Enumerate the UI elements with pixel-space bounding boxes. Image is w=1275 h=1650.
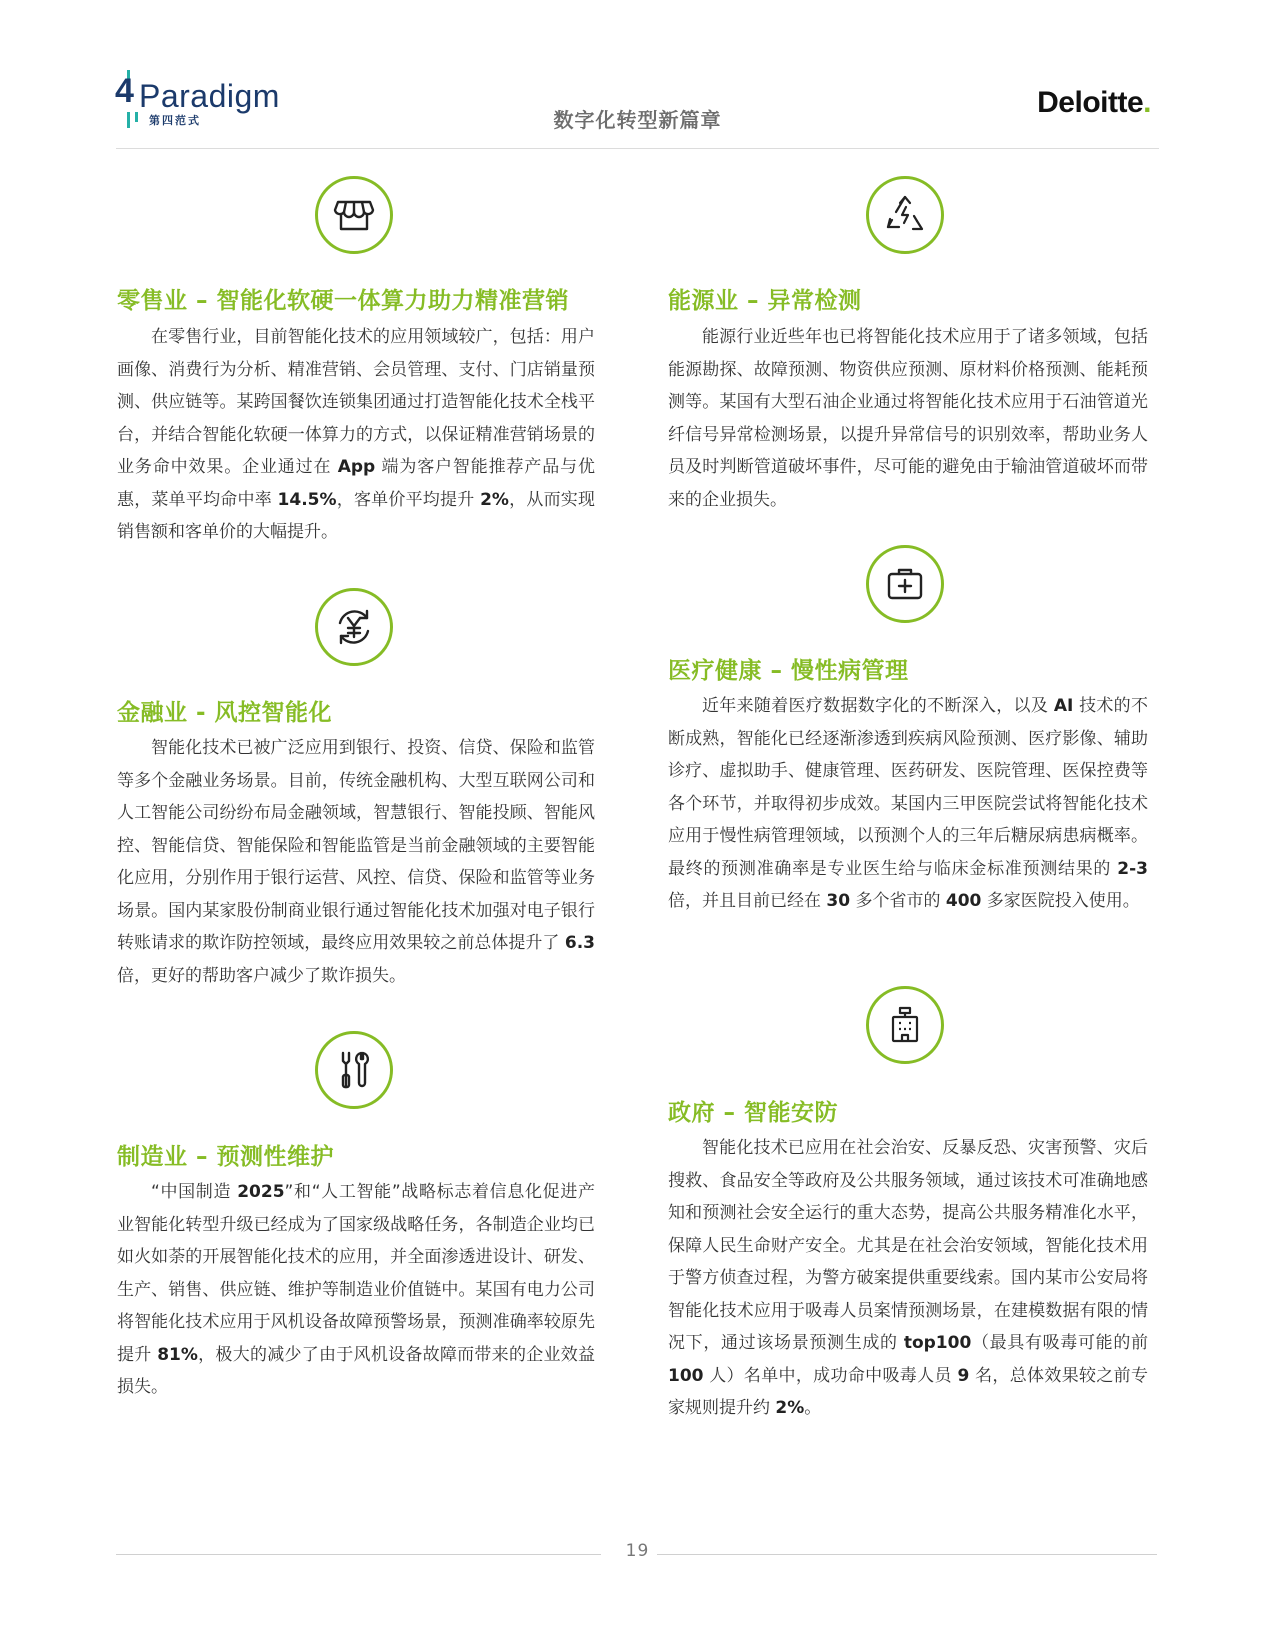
energy-heading: 能源业 – 异常检测 <box>668 288 862 314</box>
document-title: 数字化转型新篇章 <box>553 108 722 132</box>
finance-heading: 金融业 - 风控智能化 <box>117 700 333 726</box>
finance-paragraph: 智能化技术已被广泛应用到银行、投资、信贷、保险和监管等多个金融业务场景。目前，传统金融机构、大型互联网公司和人工智能公司纷纷布局金融领域，智慧银行、智能投顾、智能风控、智能信贷、智能保险和智能监管是当前金融领域的主要智能化应用，分别作用于银行运营、风控、信贷、保险和监管等业务场景。国内某家股份制商业银行通过智能化技术加强对电子银行转账请求的欺诈防控领域，最终应用效果较之前总体提升了 6.3 倍，更好的帮助客户减少了欺诈损失。 <box>117 738 595 986</box>
health-paragraph: 近年来随着医疗数据数字化的不断深入，以及 AI 技术的不断成熟，智能化已经逐渐渗透到疾病风险预测、医疗影像、辅助诊疗、虚拟助手、健康管理、医药研发、医院管理、医保控费等各个环节，并取得初步成效。某国内三甲医院尝试将智能化技术应用于慢性病管理领域，以预测个人的三年后糖尿病患病概率。最终的预测准确率是专业医生给与临床金标准预测结果的 2-3 倍，并且目前已经在 30 多个省市的 400 多家医院投入使用。 <box>668 696 1148 911</box>
header-divider <box>116 148 1159 149</box>
deloitte-wordmark: Deloitte <box>1037 86 1144 119</box>
deloitte-dot: . <box>1143 86 1151 119</box>
government-paragraph: 智能化技术已应用在社会治安、反暴反恐、灾害预警、灾后搜救、食品安全等政府及公共服务领域，通过该技术可准确地感知和预测社会安全运行的重大态势，提高公共服务精准化水平，保障人民生命财产安全。尤其是在社会治安领域，智能化技术用于警方侦查过程，为警方破案提供重要线索。国内某市公安局将智能化技术应用于吸毒人员案情预测场景，在建模数据有限的情况下，通过该场景预测生成的 top100（最具有吸毒可能的前 100 人）名单中，成功命中吸毒人员 9 名，总体效果较之前专家规则提升约 2%。 <box>668 1138 1148 1418</box>
government-heading: 政府 – 智能安防 <box>668 1100 839 1126</box>
energy-paragraph: 能源行业近些年也已将智能化技术应用于了诸多领域，包括能源勘探、故障预测、物资供应预测、原材料价格预测、能耗预测等。某国有大型石油企业通过将智能化技术应用于石油管道光纤信号异常检测场景，以提升异常信号的识别效率，帮助业务人员及时判断管道破坏事件，尽可能的避免由于输油管道破坏而带来的企业损失。 <box>668 327 1148 510</box>
yuan-cycle-icon <box>315 588 393 666</box>
retail-paragraph: 在零售行业，目前智能化技术的应用领域较广，包括：用户画像、消费行为分析、精准营销、会员管理、支付、门店销量预测、供应链等。某跨国餐饮连锁集团通过打造智能化技术全栈平台，并结合智能化软硬一体算力的方式，以保证精准营销场景的业务命中效果。企业通过在 App 端为客户智能推荐产品与优惠，菜单平均命中率 14.5%，客单价平均提升 2%，从而实现销售额和客单价的大幅提升。 <box>117 327 596 542</box>
footer-divider-right <box>657 1554 1157 1555</box>
deloitte-logo <box>1037 86 1151 120</box>
footer-divider-left <box>116 1554 601 1555</box>
logo-chinese-name: 第四范式 <box>149 114 201 127</box>
government-building-icon <box>866 986 944 1064</box>
retail-heading: 零售业 – 智能化软硬一体算力助力精准营销 <box>117 288 570 314</box>
recycle-energy-icon <box>866 176 944 254</box>
logo-mark: 4 <box>115 72 133 110</box>
page-number: 19 <box>625 1541 650 1561</box>
tools-icon <box>315 1031 393 1109</box>
logo-wordmark: Paradigm <box>139 78 280 114</box>
medical-kit-icon <box>866 545 944 623</box>
shop-icon <box>315 176 393 254</box>
health-heading: 医疗健康 – 慢性病管理 <box>668 658 909 684</box>
manufacturing-paragraph: “中国制造 2025”和“人工智能”战略标志着信息化促进产业智能化转型升级已经成为了国家级战略任务，各制造企业均已如火如荼的开展智能化技术的应用，并全面渗透进设计、研发、生产、销售、供应链、维护等制造业价值链中。某国有电力公司将智能化技术应用于风机设备故障预警场景，预测准确率较原先提升 81%，极大的减少了由于风机设备故障而带来的企业效益损失。 <box>117 1182 596 1397</box>
manufacturing-heading: 制造业 – 预测性维护 <box>117 1144 335 1170</box>
